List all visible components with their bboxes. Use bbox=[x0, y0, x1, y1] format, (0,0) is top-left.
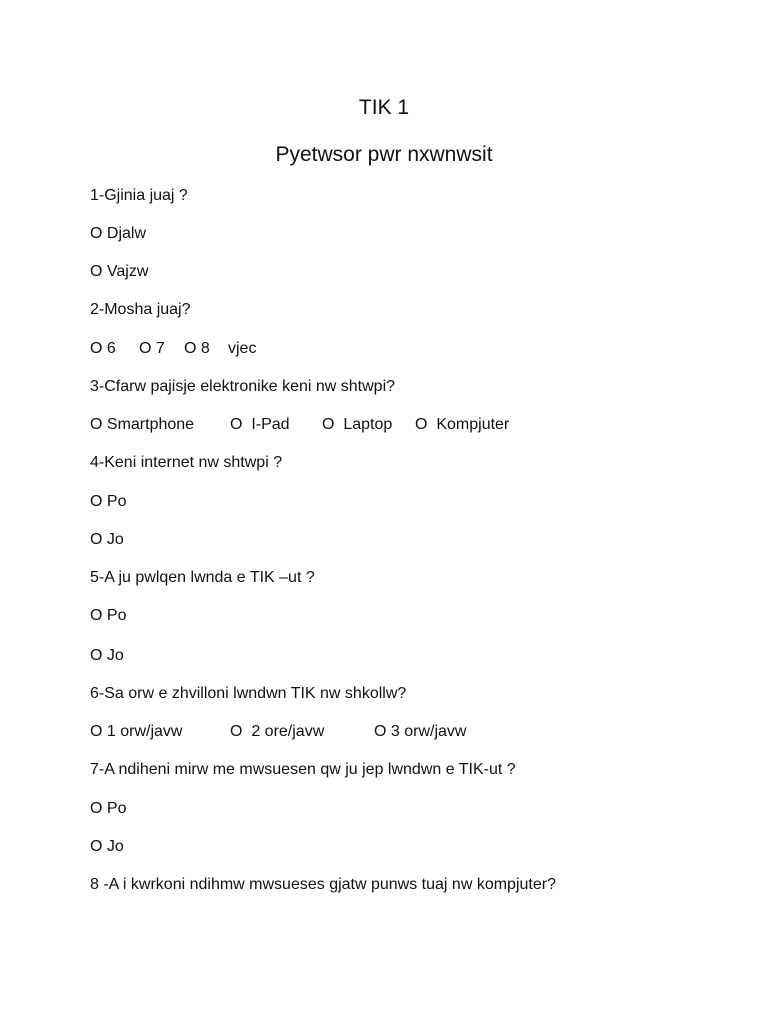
option-q6-1[interactable]: O 1 orw/javw bbox=[90, 723, 183, 740]
option-q3-smartphone[interactable]: O Smartphone bbox=[90, 416, 195, 433]
option-q2-unit: vjec bbox=[228, 340, 257, 357]
question-3: 3-Cfarw pajisje elektronike keni nw shtwpi? bbox=[90, 378, 396, 395]
option-q2-7[interactable]: O 7 bbox=[139, 340, 165, 357]
option-q6-2[interactable]: O 2 ore/javw bbox=[230, 723, 325, 740]
option-q4-po[interactable]: O Po bbox=[90, 493, 127, 510]
option-q2-6[interactable]: O 6 bbox=[90, 340, 116, 357]
document-subtitle: Pyetwsor pwr nxwnwsit bbox=[275, 143, 493, 166]
option-q6-3[interactable]: O 3 orw/javw bbox=[374, 723, 467, 740]
question-4: 4-Keni internet nw shtwpi ? bbox=[90, 454, 283, 471]
option-q3-laptop[interactable]: O Laptop bbox=[322, 416, 393, 433]
question-6: 6-Sa orw e zhvilloni lwndwn TIK nw shkollw? bbox=[90, 685, 407, 702]
option-q1-djalw[interactable]: O Djalw bbox=[90, 225, 147, 242]
question-1: 1-Gjinia juaj ? bbox=[90, 187, 188, 204]
option-q2-8[interactable]: O 8 bbox=[184, 340, 210, 357]
option-q3-ipad[interactable]: O I-Pad bbox=[230, 416, 290, 433]
option-q3-kompjuter[interactable]: O Kompjuter bbox=[415, 416, 510, 433]
question-5: 5-A ju pwlqen lwnda e TIK –ut ? bbox=[90, 569, 315, 586]
option-q5-po[interactable]: O Po bbox=[90, 607, 127, 624]
question-7: 7-A ndiheni mirw me mwsuesen qw ju jep lwndwn e TIK-ut ? bbox=[90, 761, 516, 778]
option-q4-jo[interactable]: O Jo bbox=[90, 531, 124, 548]
option-q5-jo[interactable]: O Jo bbox=[90, 647, 124, 664]
option-q7-jo[interactable]: O Jo bbox=[90, 838, 124, 855]
option-q7-po[interactable]: O Po bbox=[90, 800, 127, 817]
question-8: 8 -A i kwrkoni ndihmw mwsueses gjatw punws tuaj nw kompjuter? bbox=[90, 876, 556, 893]
option-q1-vajzw[interactable]: O Vajzw bbox=[90, 263, 149, 280]
question-2: 2-Mosha juaj? bbox=[90, 301, 191, 318]
document-title: TIK 1 bbox=[358, 96, 410, 119]
